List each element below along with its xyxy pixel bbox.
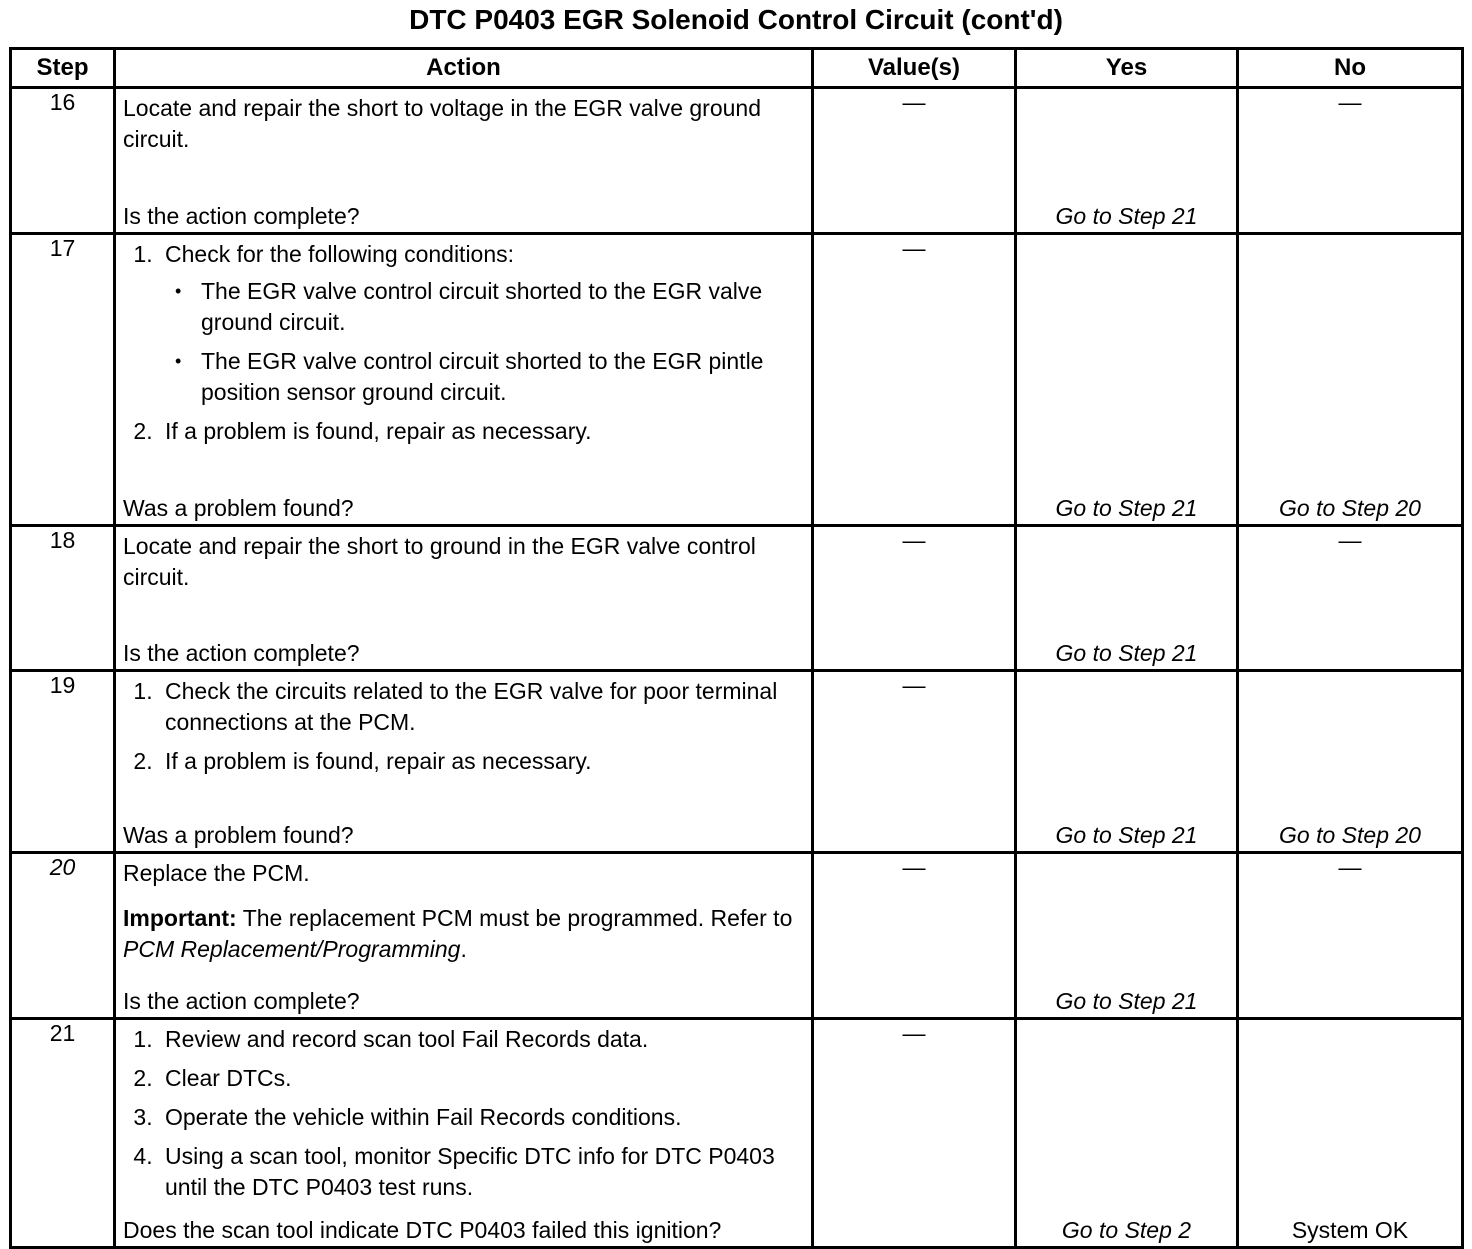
value-dash: — [902,527,926,553]
step-number: 21 [11,1019,115,1248]
yes-goto: Go to Step 21 [1055,495,1198,521]
header-step: Step [11,49,115,88]
header-values: Value(s) [813,49,1016,88]
value-dash: — [902,89,926,115]
table-row-step-18 [11,526,1463,671]
action-steps [123,676,799,777]
condition-item: • The EGR valve control circuit shorted to the EGR pintle position sensor ground circuit. [201,346,799,408]
important-text: The replacement PCM must be programmed. Refer to [236,905,793,931]
action-question: Is the action complete? [123,203,360,229]
value-cell [813,88,1016,234]
action-step-item: 1. Review and record scan tool Fail Records data. [159,1024,799,1055]
important-end: . [460,936,467,962]
step-number: 19 [11,671,115,853]
value-dash: — [902,235,926,261]
value-cell [813,1019,1016,1248]
value-dash: — [902,1020,926,1046]
no-dash: — [1338,854,1362,880]
action-step-item: 3. Operate the vehicle within Fail Records conditions. [159,1102,799,1133]
step-number: 20 [11,853,115,1019]
page-title: DTC P0403 EGR Solenoid Control Circuit (cont'd) [409,4,1063,35]
action-steps [123,239,799,447]
action-step-item: 1. Check the circuits related to the EGR valve for poor terminal connections at the PCM. [159,676,799,738]
no-result: System OK [1291,1217,1409,1243]
action-step-item: 2. Clear DTCs. [159,1063,799,1094]
action-text: Replace the PCM. [123,860,310,886]
diagnostic-table [9,47,1464,1249]
action-question: Is the action complete? [123,640,360,666]
header-row [11,49,1463,88]
value-cell [813,671,1016,853]
no-cell [1238,1019,1463,1248]
no-dash: — [1338,89,1362,115]
important-note [123,903,799,965]
action-cell [115,1019,813,1248]
yes-cell [1016,853,1238,1019]
important-label: Important: [123,905,237,931]
header-yes: Yes [1016,49,1238,88]
value-dash: — [902,672,926,698]
table-row-step-20 [11,853,1463,1019]
action-question: Is the action complete? [123,988,360,1014]
action-step-item: 2. If a problem is found, repair as necessary. [159,746,799,777]
action-step-item: 2. If a problem is found, repair as necessary. [159,416,799,447]
condition-item: • The EGR valve control circuit shorted to the EGR valve ground circuit. [201,276,799,338]
yes-goto: Go to Step 21 [1055,203,1198,229]
step-number: 18 [11,526,115,671]
action-question: Was a problem found? [123,822,354,848]
header-no: No [1238,49,1463,88]
yes-goto: Go to Step 21 [1055,822,1198,848]
action-question: Was a problem found? [123,495,354,521]
no-cell [1238,234,1463,526]
action-step-item: 4. Using a scan tool, monitor Specific DTC info for DTC P0403 until the DTC P0403 test runs. [159,1141,799,1203]
yes-cell [1016,526,1238,671]
action-question: Does the scan tool indicate DTC P0403 failed this ignition? [123,1217,722,1243]
action-text: Locate and repair the short to voltage in the EGR valve ground circuit. [123,95,762,152]
yes-cell [1016,1019,1238,1248]
table-row-step-16 [11,88,1463,234]
action-text: Locate and repair the short to ground in the EGR valve control circuit. [123,533,756,590]
yes-goto: Go to Step 21 [1055,640,1198,666]
action-cell [115,671,813,853]
action-step-text: Check for the following conditions: [165,241,515,267]
value-cell [813,853,1016,1019]
action-cell [115,88,813,234]
action-step-item [159,239,799,408]
condition-list [165,276,799,408]
no-dash: — [1338,527,1362,553]
no-cell [1238,526,1463,671]
action-cell [115,234,813,526]
yes-cell [1016,88,1238,234]
yes-goto: Go to Step 2 [1061,1217,1192,1243]
yes-cell [1016,234,1238,526]
no-goto: Go to Step 20 [1279,495,1421,521]
action-cell [115,853,813,1019]
no-cell [1238,88,1463,234]
value-cell [813,526,1016,671]
no-cell [1238,671,1463,853]
value-dash: — [902,854,926,880]
step-number: 17 [11,234,115,526]
no-goto: Go to Step 20 [1279,822,1421,848]
yes-cell [1016,671,1238,853]
value-cell [813,234,1016,526]
table-row-step-17 [11,234,1463,526]
important-reference: PCM Replacement/Programming [123,936,461,962]
yes-goto: Go to Step 21 [1055,988,1198,1014]
table-row-step-21 [11,1019,1463,1248]
step-number: 16 [11,88,115,234]
table-row-step-19 [11,671,1463,853]
no-cell [1238,853,1463,1019]
action-steps [123,1024,799,1203]
action-cell [115,526,813,671]
header-action: Action [115,49,813,88]
